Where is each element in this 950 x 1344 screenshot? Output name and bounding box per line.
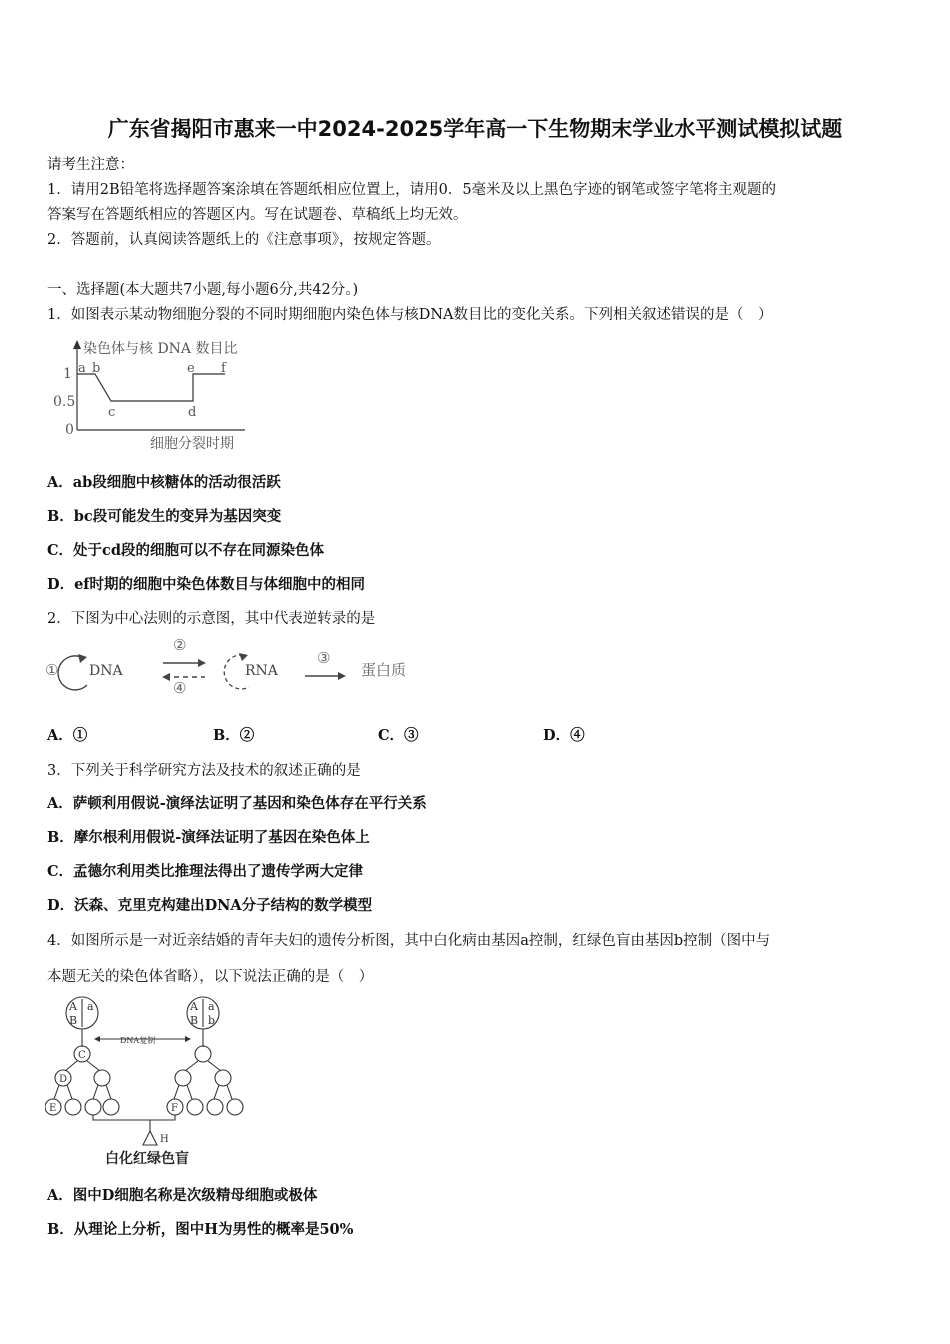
- q1-option-d: D．ef时期的细胞中染色体数目与体细胞中的相同: [47, 576, 366, 593]
- replication-arrowhead: [78, 654, 87, 663]
- tick-1: 1: [63, 366, 72, 382]
- label-e: E: [49, 1103, 57, 1114]
- q4-option-a: A．图中D细胞名称是次级精母细胞或极体: [47, 1187, 318, 1204]
- label-c: C: [78, 1050, 86, 1061]
- point-a: a: [78, 361, 86, 376]
- transcription-arrowhead: [198, 659, 206, 667]
- label-3: ③: [317, 649, 331, 667]
- q2-option-a: A．①: [47, 727, 88, 744]
- notice-line-3: 2．答题前，认真阅读答题纸上的《注意事项》，按规定答题。: [47, 232, 441, 248]
- replication-arrow: [58, 656, 87, 690]
- q4-option-b: B．从理论上分析，图中H为男性的概率是50%: [47, 1221, 354, 1238]
- q1-option-b: B．bc段可能发生的变异为基因突变: [47, 508, 282, 525]
- q1-ratio-chart: [45, 335, 275, 455]
- label-4: ④: [173, 679, 187, 697]
- q4-stem-line-1: 4．如图所示是一对近亲结婚的青年夫妇的遗传分析图，其中白化病由基因a控制，红绿色盲由基因b控制（图中与: [47, 933, 771, 949]
- notice-line-1: 1．请用2B铅笔将选择题答案涂填在答题纸相应位置上，请用0．5毫米及以上黑色字迹的钢笔或签字笔将主观题的: [47, 182, 777, 198]
- father-allele-a-recessive: a: [87, 1000, 94, 1013]
- protein-label: 蛋白质: [361, 661, 407, 679]
- rna-replication-arrowhead: [239, 653, 248, 661]
- q4-stem-line-2: 本题无关的染色体省略），以下说法正确的是（ ）: [47, 969, 374, 985]
- y-axis-arrow: [73, 340, 81, 349]
- q1-option-a: A．ab段细胞中核糖体的活动很活跃: [47, 474, 281, 491]
- mother-allele-b-recessive: b: [208, 1014, 216, 1027]
- point-c: c: [108, 405, 116, 420]
- notice-heading: 请考生注意：: [47, 157, 134, 173]
- q1-stem: 1．如图表示某动物细胞分裂的不同时期细胞内染色体与核DNA数目比的变化关系。下列相关叙述错误的是（ ）: [47, 307, 773, 323]
- tick-0.5: 0.5: [53, 394, 76, 410]
- mother-allele-b: B: [190, 1014, 199, 1027]
- q3-option-b: B．摩尔根利用假说-演绎法证明了基因在染色体上: [47, 829, 370, 846]
- father-allele-a: A: [69, 1000, 77, 1013]
- mother-allele-a: A: [190, 1000, 198, 1013]
- ratio-line: [77, 374, 225, 401]
- father-allele-b: B: [69, 1014, 78, 1027]
- q2-option-c: C．③: [378, 727, 419, 744]
- q1-option-c: C．处于cd段的细胞可以不存在同源染色体: [47, 542, 325, 559]
- x-axis-label: 细胞分裂时期: [150, 436, 234, 452]
- q2-option-b: B．②: [213, 727, 255, 744]
- central-dogma-diagram: [45, 633, 425, 703]
- tick-0: 0: [65, 422, 74, 438]
- translation-arrowhead: [338, 672, 346, 680]
- label-d: D: [59, 1074, 68, 1085]
- mother-primary-cell: [195, 1046, 211, 1062]
- q3-option-a: A．萨顿利用假说-演绎法证明了基因和染色体存在平行关系: [47, 795, 427, 812]
- q3-option-d: D．沃森、克里克构建出DNA分子结构的数学模型: [47, 897, 373, 914]
- offspring-h: [143, 1131, 157, 1145]
- mother-allele-a-recessive: a: [208, 1000, 215, 1013]
- dna-label: DNA: [89, 663, 123, 679]
- point-f: f: [221, 361, 226, 376]
- label-h: H: [160, 1134, 169, 1145]
- dna-replication-label: DNA复制: [120, 1036, 156, 1045]
- q3-stem: 3．下列关于科学研究方法及技术的叙述正确的是: [47, 763, 361, 779]
- point-d: d: [188, 405, 197, 420]
- point-e: e: [187, 361, 195, 376]
- rna-label: RNA: [245, 663, 278, 679]
- page-title: 广东省揭阳市惠来一中2024-2025学年高一下生物期末学业水平测试模拟试题: [107, 117, 843, 141]
- q2-option-d: D．④: [543, 727, 585, 744]
- y-axis-label: 染色体与核 DNA 数目比: [83, 341, 238, 357]
- reverse-transcription-arrowhead: [162, 673, 170, 681]
- q2-stem: 2．下图为中心法则的示意图，其中代表逆转录的是: [47, 611, 376, 627]
- diagram-caption: 白化红绿色盲: [105, 1151, 189, 1167]
- label-f: F: [171, 1103, 178, 1114]
- q3-option-c: C．孟德尔利用类比推理法得出了遗传学两大定律: [47, 863, 364, 880]
- label-1: ①: [45, 661, 59, 679]
- label-2: ②: [173, 636, 187, 654]
- notice-line-2: 答案写在答题纸相应的答题区内。写在试题卷、草稿纸上均无效。: [47, 207, 468, 223]
- q4-inheritance-diagram: [45, 993, 255, 1173]
- section-heading: 一、选择题(本大题共7小题,每小题6分,共42分。): [47, 282, 359, 298]
- point-b: b: [92, 361, 101, 376]
